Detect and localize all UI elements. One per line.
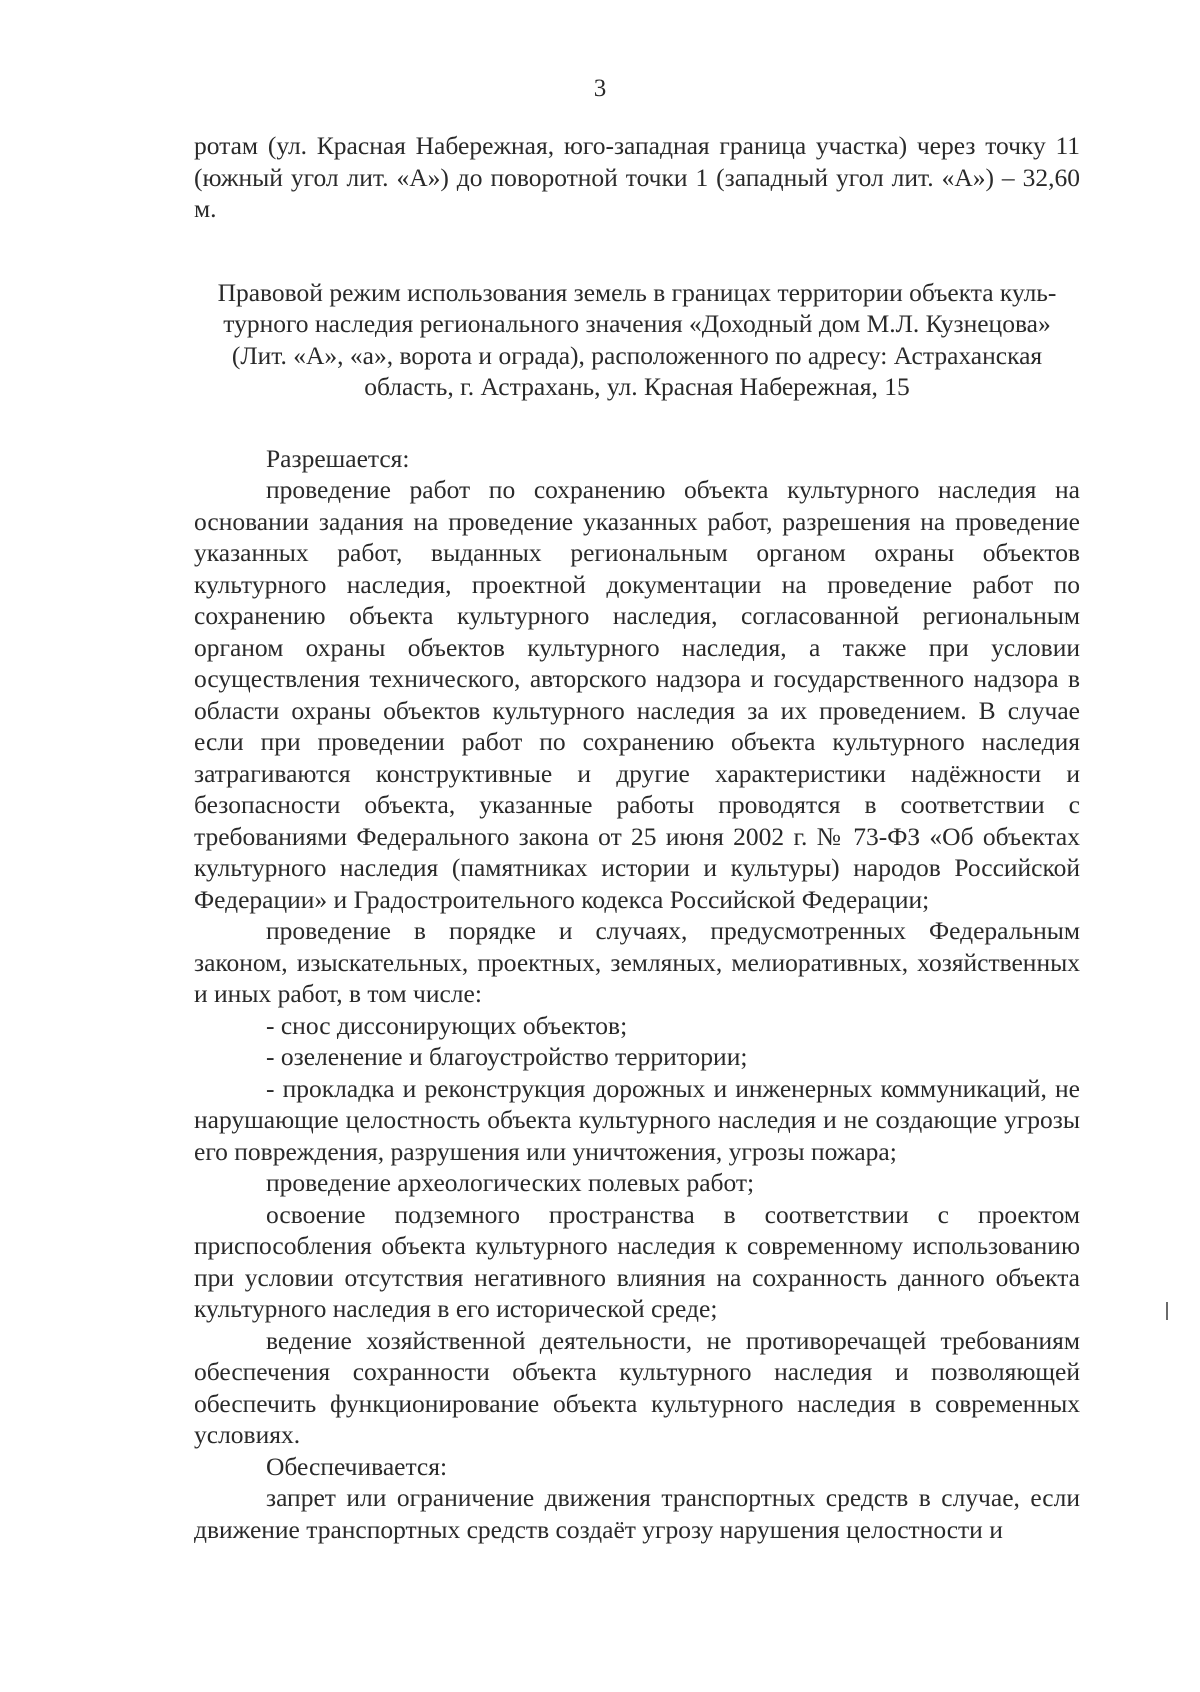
heading-line: (Лит. «А», «а», ворота и ограда), расположенного по адресу: Астраханская bbox=[231, 340, 1043, 370]
heading-line: Правовой режим использования земель в границах территории объекта куль- bbox=[217, 277, 1057, 307]
allowed-subitem: - прокладка и реконструкция дорожных и инженерных коммуникаций, не нарушающие целостность объекта культурного наследия и не создающие угрозы его повреждения, разрушения или уничтожения, угрозы пожара; bbox=[194, 1073, 1080, 1166]
heading-line: область, г. Астрахань, ул. Красная Набережная, 15 bbox=[364, 372, 910, 401]
ensured-label: Обеспечивается: bbox=[266, 1451, 448, 1481]
allowed-item: ведение хозяйственной деятельности, не противоречащей требованиям обеспечения сохранности объекта культурного наследия и позволяющей обеспечить функционирование объекта культурного наследия в современных условиях. bbox=[194, 1325, 1080, 1449]
allowed-subitem: - снос диссонирующих объектов; bbox=[266, 1010, 628, 1040]
heading-line: турного наследия регионального значения «Доходный дом М.Л. Кузнецова» bbox=[223, 309, 1051, 338]
page-number: 3 bbox=[593, 75, 607, 102]
allowed-item: освоение подземного пространства в соответствии с проектом приспособления объекта культурного наследия к современному использованию при условии отсутствия негативного влияния на сохранность данного объекта культурного наследия в его исторической среде; bbox=[194, 1199, 1080, 1323]
allowed-label: Разрешается: bbox=[266, 443, 410, 473]
ensured-item: запрет или ограничение движения транспортных средств в случае, если движение транспортных средств создаёт угрозу нарушения целостности и bbox=[194, 1483, 1080, 1544]
allowed-item: проведение археологических полевых работ; bbox=[266, 1168, 755, 1197]
section-heading bbox=[194, 277, 1080, 403]
allowed-item: проведение в порядке и случаях, предусмотренных Федеральным законом, изыскательных, проектных, земляных, мелиоративных, хозяйственных и иных работ, в том числе: bbox=[194, 916, 1080, 1008]
allowed-subitem: - озеленение и благоустройство территории; bbox=[266, 1042, 748, 1071]
allowed-item: проведение работ по сохранению объекта культурного наследия на основании задания на проведение указанных работ, разрешения на проведение указанных работ, выданных региональным органом охраны объектов культурного наследия, проектной документации на проведение работ по сохранению объекта культурного наследия, согласованной региональным органом охраны объектов культурного наследия, а также при условии осуществления технического, авторского надзора и государственного надзора в области охраны объектов культурного наследия за их проведением. В случае если при проведении работ по сохранению объекта культурного наследия затрагиваются конструктивные и другие характеристики надёжности и безопасности объекта, указанные работы проводятся в соответствии с требованиями Федерального закона от 25 июня 2002 г. № 73-ФЗ «Об объектах культурного наследия (памятниках истории и культуры) народов Российской Федерации» и Градостроительного кодекса Российской Федерации; bbox=[194, 475, 1080, 914]
scan-margin-mark bbox=[1166, 1302, 1168, 1320]
intro-paragraph: ротам (ул. Красная Набережная, юго-западная граница участка) через точку 11 (южный угол лит. «А») до поворотной точки 1 (западный угол лит. «А») – 32,60 м. bbox=[194, 131, 1080, 223]
document-body bbox=[194, 130, 1080, 1545]
